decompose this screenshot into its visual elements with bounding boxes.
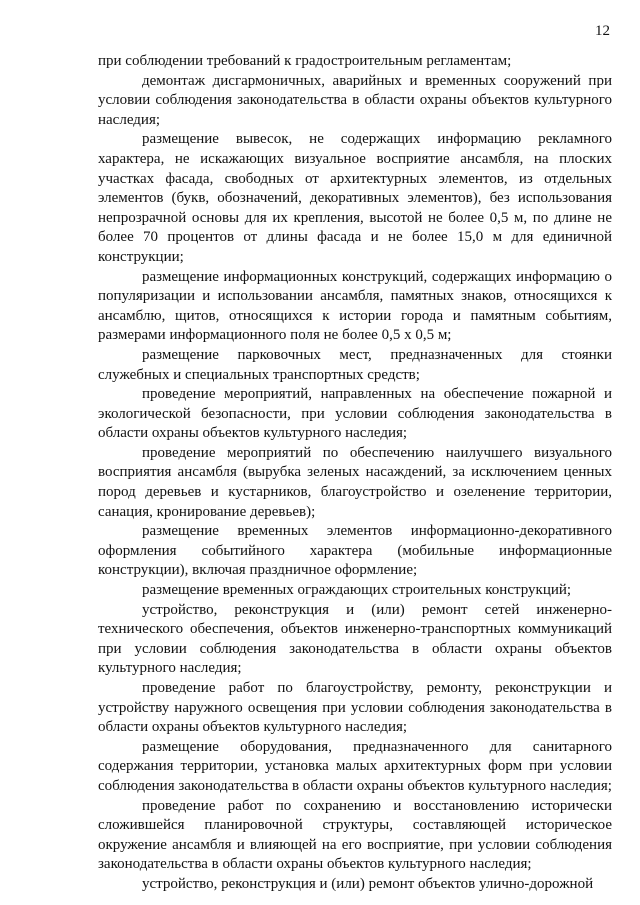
- paragraph-sanitary-equipment: размещение оборудования, предназначенного для санитарного содержания территории, установка малых архитектурных форм при условии соблюдения законодательства в области охраны объектов культурного наследия;: [98, 738, 612, 794]
- document-body: [98, 52, 612, 895]
- paragraph-dismantling: демонтаж дисгармоничных, аварийных и временных сооружений при условии соблюдения законодательства в области охраны объектов культурного наследия;: [98, 72, 612, 128]
- paragraph-road-objects: устройство, реконструкция и (или) ремонт объектов улично-дорожной: [142, 875, 594, 892]
- paragraph-signage: размещение вывесок, не содержащих информацию рекламного характера, не искажающих визуальное восприятие ансамбля, на плоских участках фасада, свободных от архитектурных элементов, из отдельных элементов (букв, обозначений, декоративных элементов), без использования непрозрачной основы для их крепления, высотой не более 0,5 м, по длине не более 70 процентов от длины фасада и не более 15,0 м для единичной конструкции;: [98, 131, 612, 265]
- paragraph-temporary-decor: размещение временных элементов информационно-декоративного оформления событийного характера (мобильные информационные конструкции), включая праздничное оформление;: [98, 523, 612, 579]
- page-number: 12: [595, 23, 610, 39]
- paragraph-planning-structure: проведение работ по сохранению и восстановлению исторически сложившейся планировочной структуры, составляющей историческое окружение ансамбля и влияющей на его восприятие, при условии соблюдения законодательства в области охраны объектов культурного наследия;: [98, 797, 612, 873]
- paragraph-continuation: при соблюдении требований к градостроительным регламентам;: [98, 53, 512, 69]
- paragraph-engineering-networks: устройство, реконструкция и (или) ремонт сетей инженерно-технического обеспечения, объектов инженерно-транспортных коммуникаций при условии соблюдения законодательства в области охраны объектов культурного наследия;: [98, 601, 612, 677]
- paragraph-temporary-fencing: размещение временных ограждающих строительных конструкций;: [142, 582, 572, 599]
- paragraph-information-structures: размещение информационных конструкций, содержащих информацию о популяризации и использовании ансамбля, памятных знаков, относящихся к ансамблю, щитов, относящихся к истории города и памятным событиям, размерами информационного поля не более 0,5 х 0,5 м;: [98, 268, 612, 344]
- paragraph-fire-safety: проведение мероприятий, направленных на обеспечение пожарной и экологической безопасности, при условии соблюдения законодательства в области охраны объектов культурного наследия;: [98, 386, 612, 442]
- paragraph-parking: размещение парковочных мест, предназначенных для стоянки служебных и специальных транспортных средств;: [98, 346, 612, 383]
- paragraph-visual-perception: проведение мероприятий по обеспечению наилучшего визуального восприятия ансамбля (вырубка зеленых насаждений, за исключением ценных пород деревьев и кустарников, благоустройство и озеленение территории, санация, кронирование деревьев);: [98, 444, 612, 520]
- paragraph-outdoor-lighting: проведение работ по благоустройству, ремонту, реконструкции и устройству наружного освещения при условии соблюдения законодательства в области охраны объектов культурного наследия;: [98, 680, 612, 736]
